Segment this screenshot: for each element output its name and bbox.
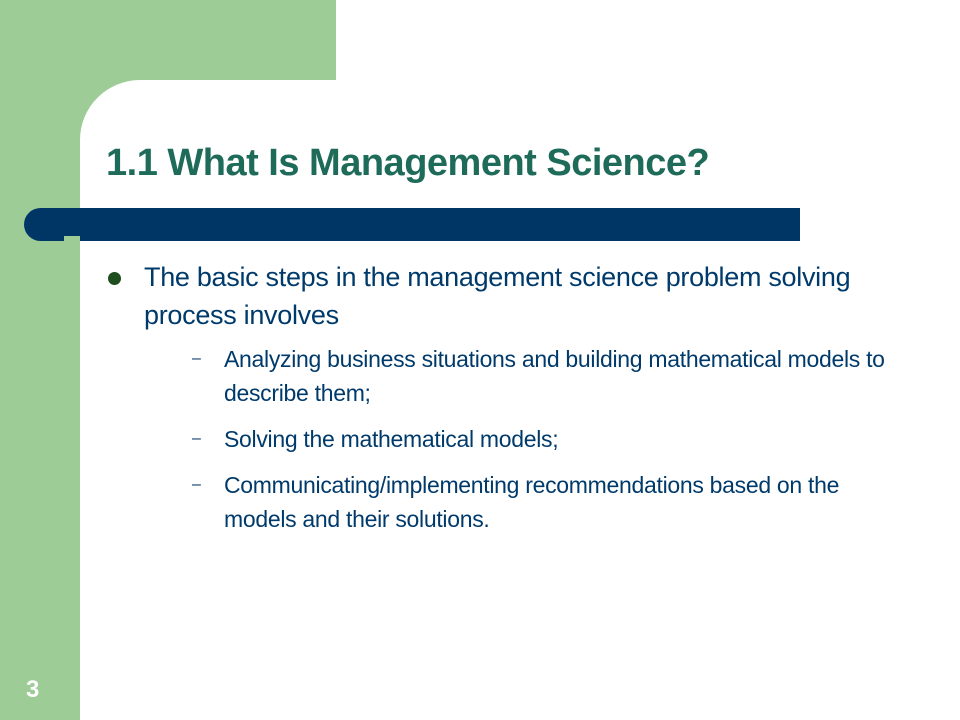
green-top-band bbox=[0, 0, 336, 80]
sub-bullet-item bbox=[144, 468, 904, 536]
sub-bullet-list bbox=[144, 342, 904, 536]
sub-bullet-item bbox=[144, 422, 904, 456]
sub-bullet-text: Analyzing business situations and building mathematical models to describe them; bbox=[224, 346, 885, 406]
slide-title: 1.1 What Is Management Science? bbox=[106, 142, 710, 184]
dash-icon: – bbox=[192, 476, 201, 493]
green-sidebar bbox=[0, 0, 80, 720]
bullet-list bbox=[104, 258, 904, 548]
bullet-dot-icon bbox=[108, 272, 121, 285]
dash-icon: – bbox=[192, 430, 201, 447]
page-number: 3 bbox=[26, 676, 40, 703]
title-bar-notch bbox=[64, 236, 80, 241]
sub-bullet-text: Solving the mathematical models; bbox=[224, 426, 559, 452]
dash-icon: – bbox=[192, 350, 201, 367]
sub-bullet-text: Communicating/implementing recommendations based on the models and their solutions. bbox=[224, 472, 840, 532]
title-underline-bar bbox=[24, 208, 800, 241]
bullet-item bbox=[104, 258, 904, 536]
bullet-text: The basic steps in the management science problem solving process involves bbox=[144, 262, 851, 330]
sub-bullet-item bbox=[144, 342, 904, 410]
